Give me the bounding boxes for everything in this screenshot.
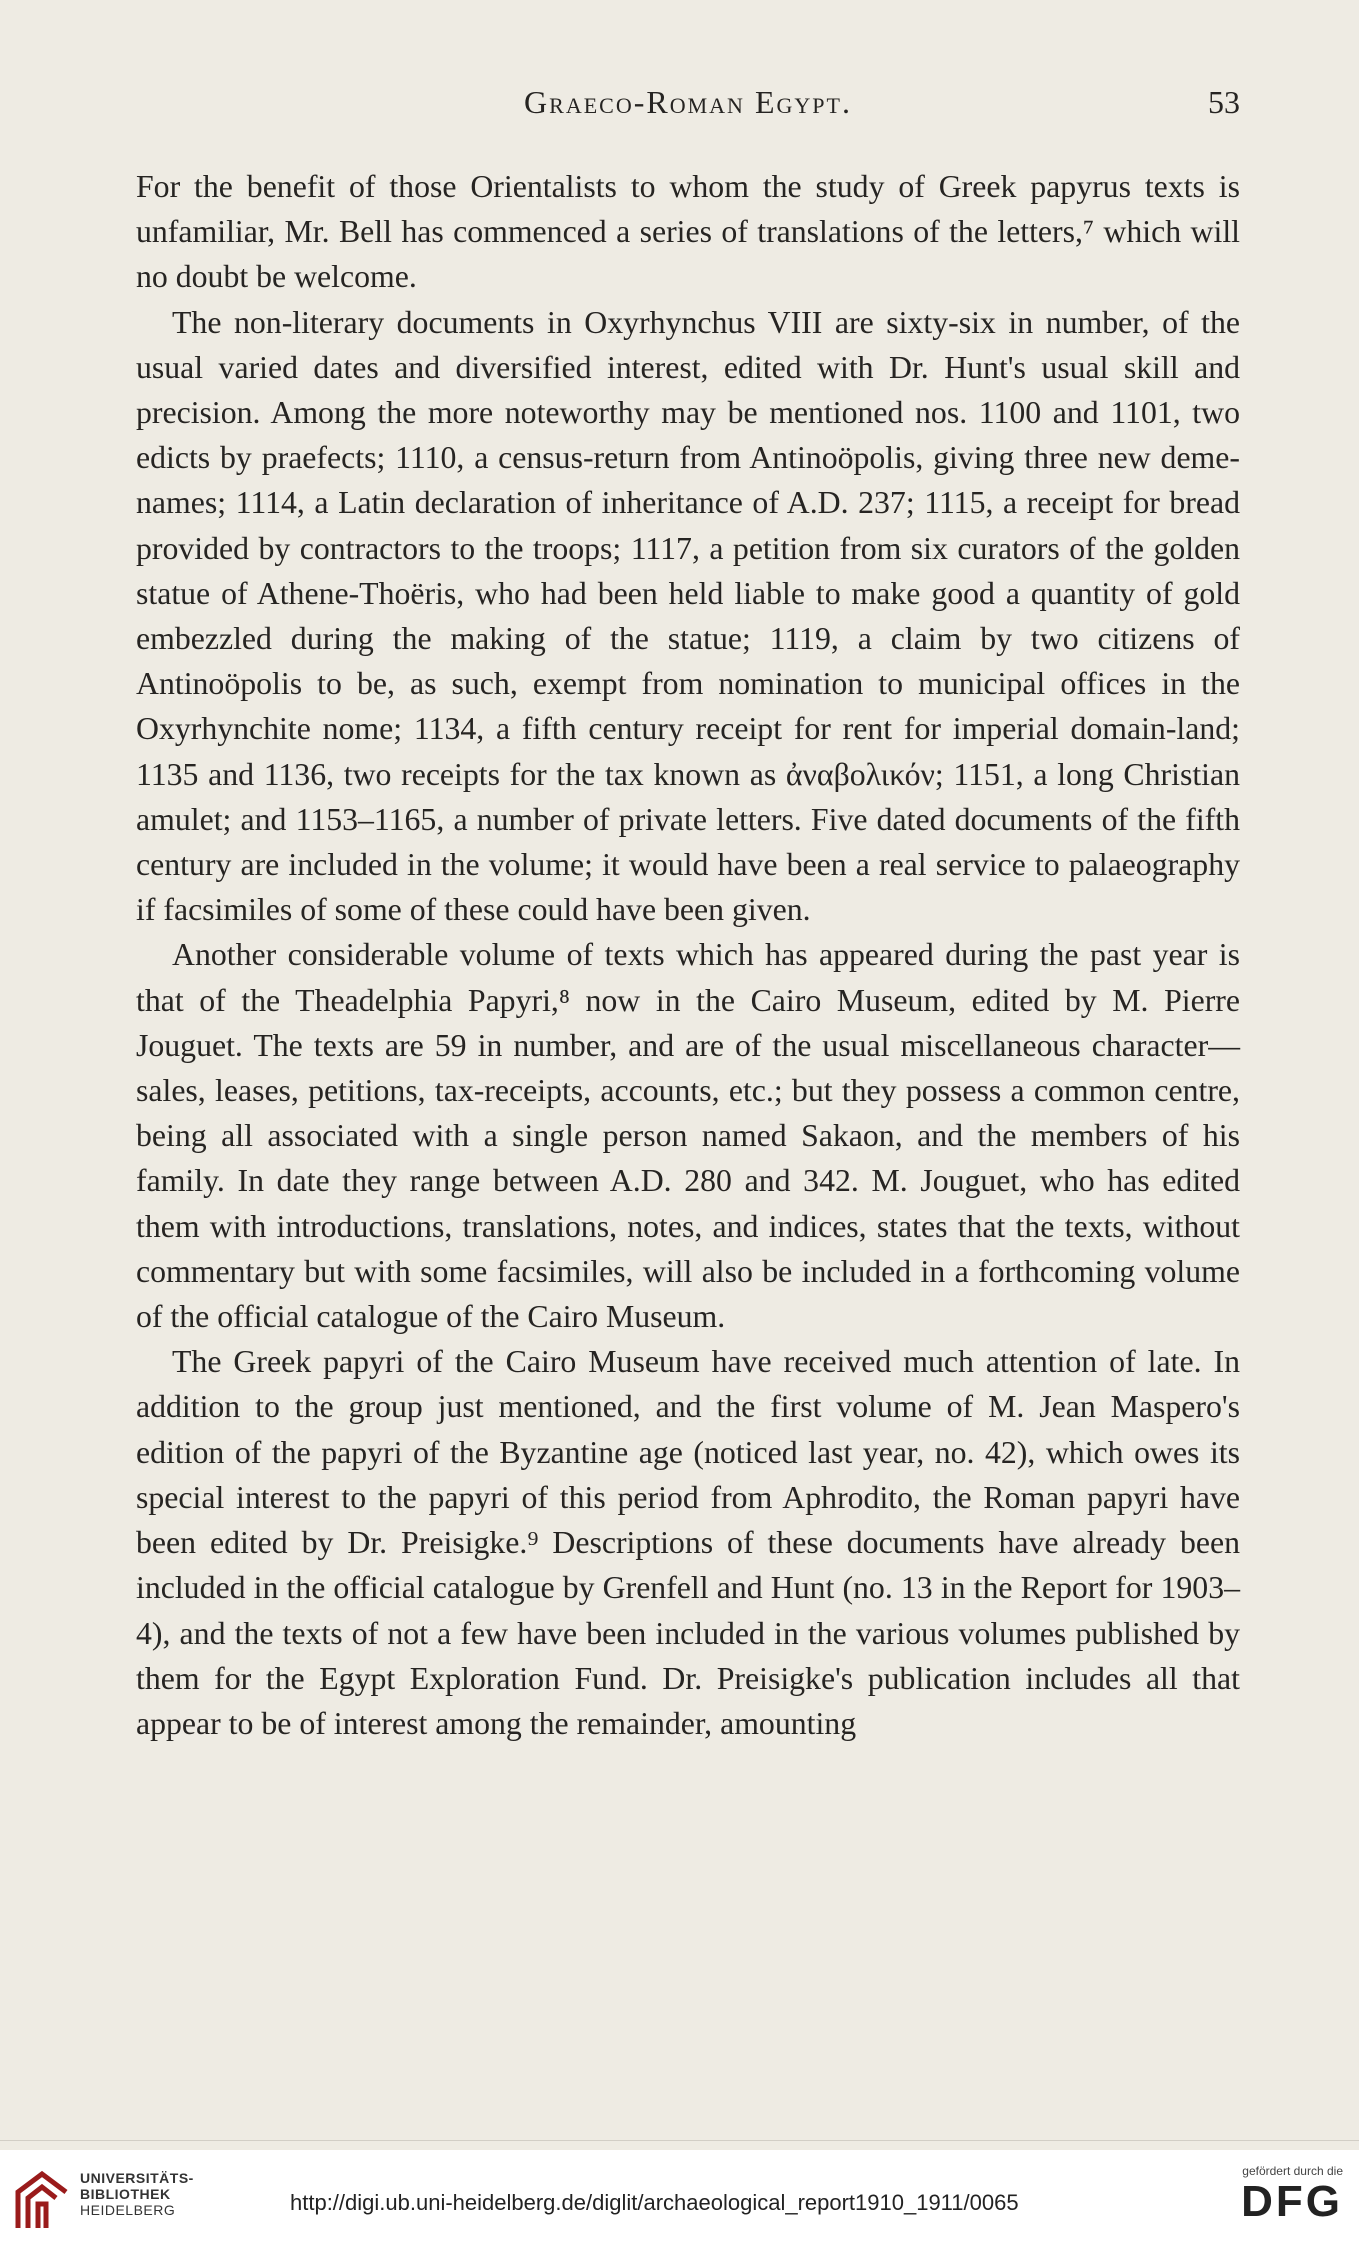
running-title: Graeco-Roman Egypt.	[524, 84, 852, 120]
library-name-line-1: UNIVERSITÄTS-	[80, 2170, 194, 2186]
library-name	[80, 2170, 194, 2218]
paragraph-1: For the benefit of those Orientalists to whom the study of Greek papyrus texts is unfamiliar, Mr. Bell has commenced a series of translations of the letters,⁷ which will no doubt be welcome.	[136, 169, 1240, 295]
page-number: 53	[1208, 84, 1240, 120]
paragraph-4: The Greek papyri of the Cairo Museum have received much attention of late. In addition to the group just mentioned, and the first volume of M. Jean Maspero's edition of the papyri of the Byzantine age (noticed last year, no. 42), which owes its special interest to the papyri of this period from Aphrodito, the Roman papyri have been edited by Dr. Preisigke.⁹ Descriptions of these documents have already been included in the official catalogue by Grenfell and Hunt (no. 13 in the Report for 1903–4), and the texts of not a few have been included in the various volumes published by them for the Egypt Exploration Fund. Dr. Preisigke's publication includes all that appear to be of interest among the remainder, amounting	[136, 1344, 1240, 1741]
body-text	[136, 164, 1240, 1746]
dfg-logo: DFG	[1241, 2177, 1343, 2226]
page-header	[136, 84, 1240, 134]
footer-divider	[0, 2140, 1359, 2141]
library-logo-icon	[12, 2170, 72, 2232]
paragraph-3: Another considerable volume of texts which has appeared during the past year is that of the Theadelphia Papyri,⁸ now in the Cairo Museum, edited by M. Pierre Jouguet. The texts are 59 in number, and are of the usual miscellaneous character—sales, leases, petitions, tax-receipts, accounts, etc.; but they possess a common centre, being all associated with a single person named Sakaon, and the members of his family. In date they range between A.D. 280 and 342. M. Jouguet, who has edited them with introductions, translations, notes, and indices, states that the texts, without commentary but with some facsimiles, will also be included in a forthcoming volume of the official catalogue of the Cairo Museum.	[136, 937, 1240, 1335]
paragraph-2: The non-literary documents in Oxyrhynchus VIII are sixty-six in number, of the usual varied dates and diversified interest, edited with Dr. Hunt's usual skill and precision. Among the more noteworthy may be mentioned nos. 1100 and 1101, two edicts by praefects; 1110, a census-return from Antinoöpolis, giving three new deme-names; 1114, a Latin declaration of inheritance of A.D. 237; 1115, a receipt for bread provided by contractors to the troops; 1117, a petition from six curators of the golden statue of Athene-Thoëris, who had been held liable to make good a quantity of gold embezzled during the making of the statue; 1119, a claim by two citizens of Antinoöpolis to be, as such, exempt from nomination to municipal offices in the Oxyrhynchite nome; 1134, a fifth century receipt for rent for imperial domain-land; 1135 and 1136, two receipts for the tax known as ἀναβολικόν; 1151, a long Christian amulet; and 1153–1165, a number of private letters. Five dated documents of the fifth century are included in the volume; it would have been a real service to palaeography if facsimiles of some of these could have been given.	[136, 304, 1240, 928]
library-name-line-3: HEIDELBERG	[80, 2202, 176, 2218]
funding-caption: gefördert durch die	[1242, 2164, 1343, 2178]
digitization-footer	[0, 2150, 1359, 2245]
funding-note	[1203, 2164, 1343, 2226]
source-url-link[interactable]: http://digi.ub.uni-heidelberg.de/diglit/archaeological_report1910_1911/0065	[290, 2190, 1019, 2215]
library-name-line-2: BIBLIOTHEK	[80, 2186, 171, 2202]
